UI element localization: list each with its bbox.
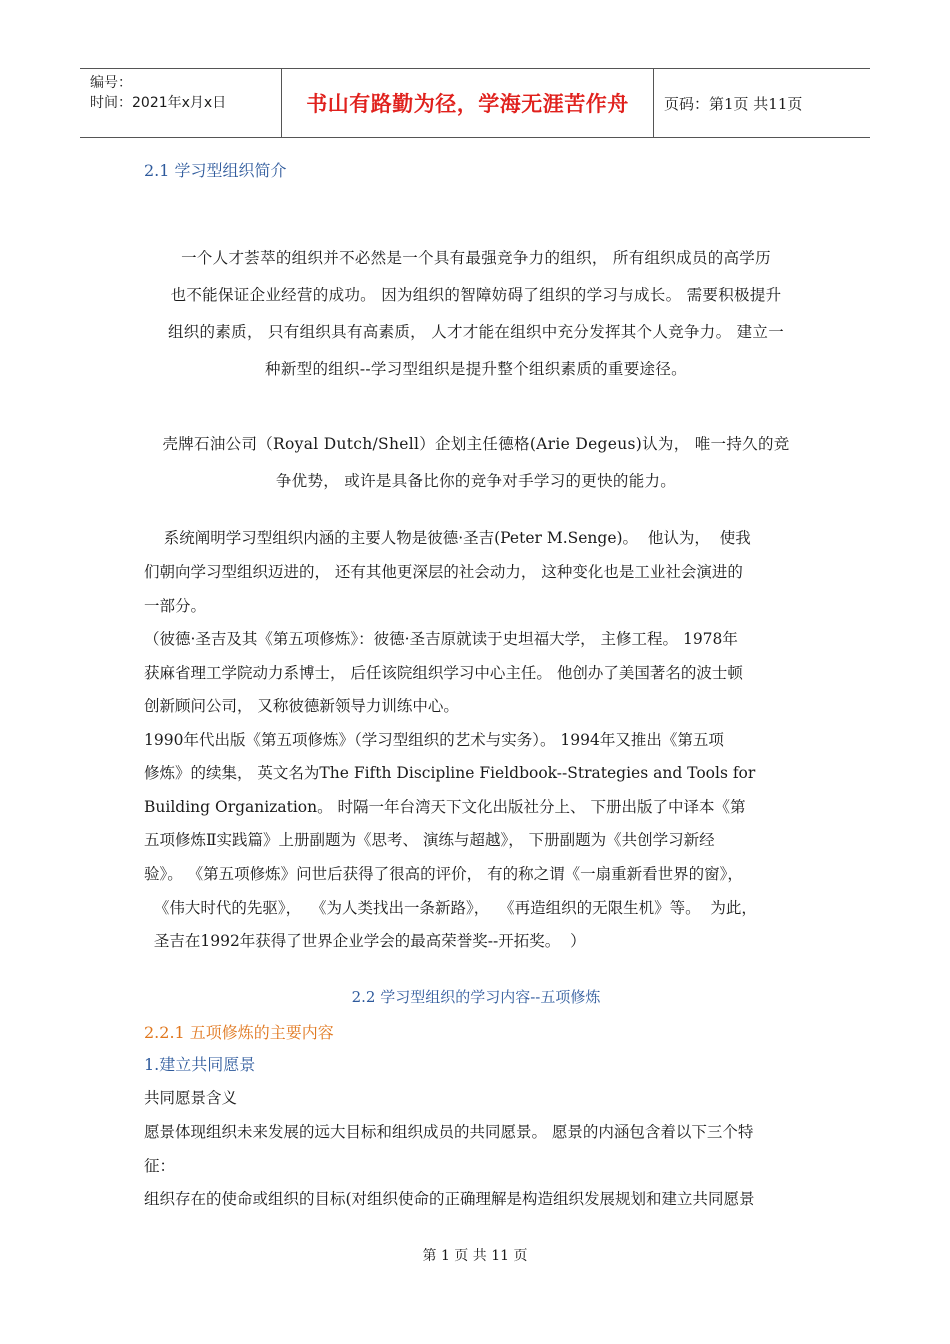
text-line: 组织的素质， 只有组织具有高素质， 人才才能在组织中充分发挥其个人竞争力。 建立一: [167, 323, 785, 341]
text-line: 们朝向学习型组织迈进的， 还有其他更深层的社会动力， 这种变化也是工业社会演进的: [144, 563, 743, 581]
text-line: 修炼》的续集， 英文名为The Fifth Discipline Fieldbook--Strategies and Tools for: [144, 764, 756, 782]
text-line: 圣吉在1992年获得了世界企业学会的最高荣誉奖--开拓奖。 ）: [144, 932, 586, 950]
text-line: Building Organization。 时隔一年台湾天下文化出版社分上、 下册出版了中译本《第: [144, 798, 746, 816]
time-label: 时间：2021年x月x日: [90, 95, 227, 111]
text-line: 壳牌石油公司（Royal Dutch/Shell）企划主任德格(Arie Degeus)认为， 唯一持久的竞: [162, 435, 790, 453]
text-line: 获麻省理工学院动力系博士， 后任该院组织学习中心主任。 他创办了美国著名的波士顿: [144, 664, 743, 682]
text-line: 共同愿景含义: [144, 1089, 238, 1107]
text-line: 创新顾问公司， 又称彼德新领导力训练中心。: [144, 697, 459, 715]
text-line: 组织存在的使命或组织的目标(对组织使命的正确理解是构造组织发展规划和建立共同愿景: [144, 1190, 755, 1208]
text-line: 一部分。: [144, 597, 207, 615]
text-line: 五项修炼Ⅱ实践篇》上册副题为《思考、 演练与超越》， 下册副题为《共创学习新经: [144, 831, 715, 849]
text-line: 验》。 《第五项修炼》问世后获得了很高的评价， 有的称之谓《一扇重新看世界的窗》，: [144, 865, 743, 883]
text-line: 也不能保证企业经营的成功。 因为组织的智障妨碍了组织的学习与成长。 需要积极提升: [170, 286, 782, 304]
page-footer: 第 1 页 共 11 页: [422, 1248, 528, 1264]
text-line: 《伟大时代的先驱》， 《为人类找出一条新路》， 《再造组织的无限生机》等。 为此，: [144, 899, 757, 917]
text-line: 愿景体现组织未来发展的远大目标和组织成员的共同愿景。 愿景的内涵包含着以下三个特: [144, 1123, 754, 1141]
paragraph-talent: [144, 240, 808, 388]
text-line: 争优势， 或许是具备比你的竞争对手学习的更快的能力。: [275, 472, 677, 490]
text-line: 种新型的组织--学习型组织是提升整个组织素质的重要途径。: [265, 360, 687, 378]
text-line: 1990年代出版《第五项修炼》（学习型组织的艺术与实务）。 1994年又推出《第五项: [144, 731, 724, 749]
paragraph-shell: [144, 426, 808, 500]
header-meta: [80, 69, 281, 137]
section-title: 2.1 学习型组织简介: [144, 161, 287, 180]
text-line: 一个人才荟萃的组织并不必然是一个具有最强竞争力的组织， 所有组织成员的高学历: [181, 249, 771, 267]
header-motto-cell: [281, 69, 654, 137]
text-line: 征：: [144, 1157, 176, 1175]
section-2-2-title: 2.2 学习型组织的学习内容--五项修炼: [351, 988, 601, 1006]
subsection-title: 2.2.1 五项修炼的主要内容: [144, 1023, 334, 1042]
page-header: [80, 68, 870, 138]
text-line: （彼德·圣吉及其《第五项修炼》：彼德·圣吉原就读于史坦福大学， 主修工程。 1978年: [144, 630, 738, 648]
number-label: 编号：: [90, 75, 132, 91]
item-title: 1.建立共同愿景: [144, 1055, 256, 1074]
text-line: 系统阐明学习型组织内涵的主要人物是彼德·圣吉(Peter M.Senge)。 他认为， 使我: [144, 529, 751, 547]
page-info: 页码：第1页 共11页: [664, 94, 803, 113]
motto-text: 书山有路勤为径，学海无涯苦作舟: [306, 91, 629, 116]
